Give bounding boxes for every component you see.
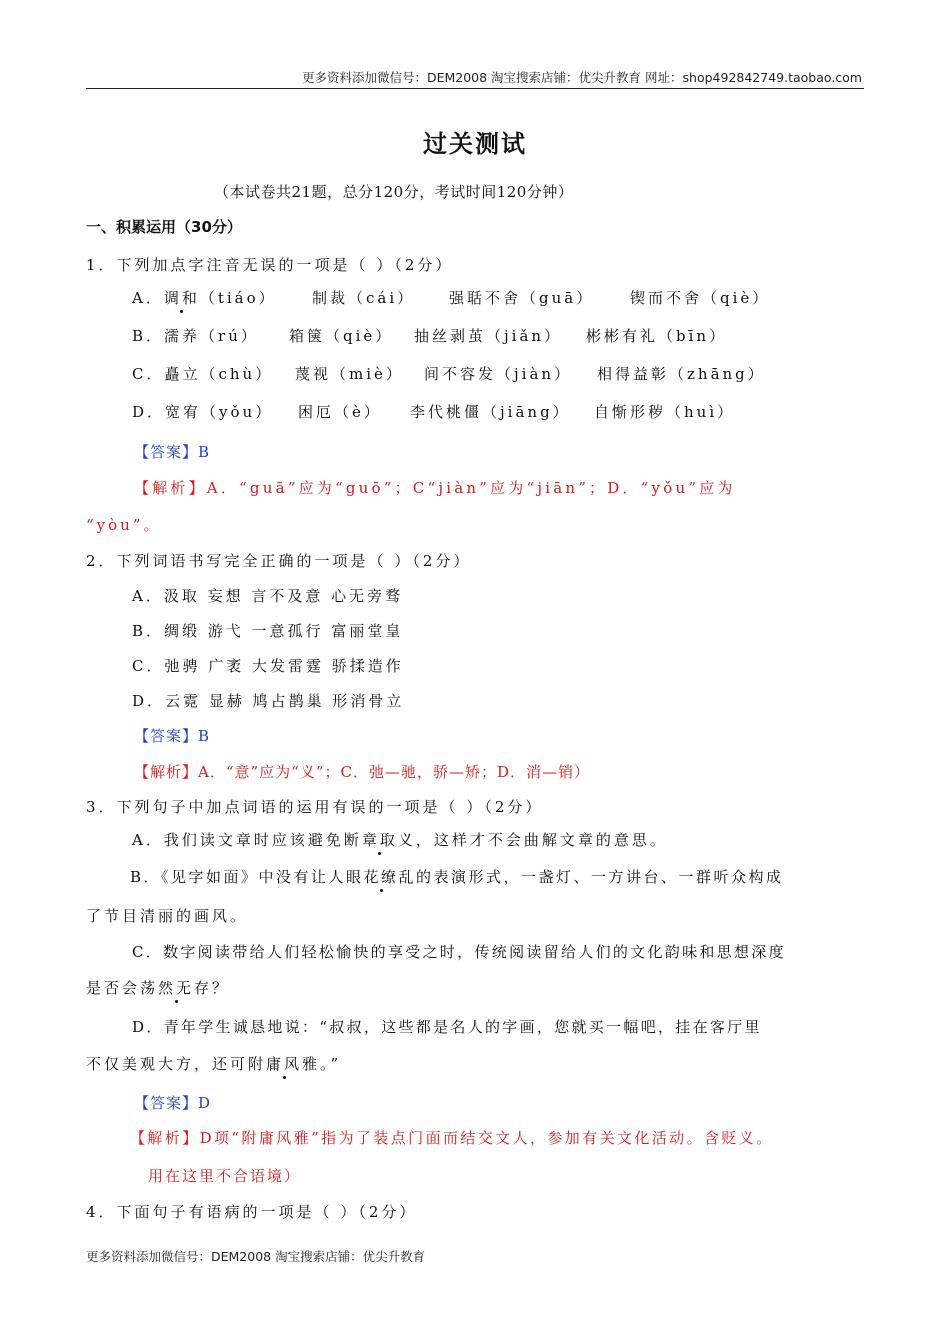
dotted-word: 附庸风雅 <box>248 1055 321 1073</box>
question-1-option-a-3 <box>449 287 594 308</box>
question-1-explanation: 【解析】A．“guā”应为“guō”；C“jiàn”应为“jiān”；D．“yǒu”应为 <box>134 479 736 497</box>
question-1-option-b-4 <box>586 325 727 346</box>
question-3-option-b-cont: 了节目清丽的画风。 <box>86 907 249 925</box>
pinyin: （tiáo） <box>199 289 277 307</box>
question-2-option-d: D．云霓 显赫 鸠占鹊巢 形消骨立 <box>132 692 405 710</box>
pinyin: （huì） <box>666 403 736 421</box>
dotted-phrase <box>344 831 416 849</box>
page-title: 过关测试 <box>423 129 527 158</box>
pinyin: （bīn） <box>658 327 728 345</box>
question-1-option-a <box>132 287 277 308</box>
question-1-option-c <box>132 363 273 384</box>
word: 彬彬有礼 <box>586 327 659 345</box>
question-3-option-b <box>130 866 784 887</box>
question-1-option-c-3 <box>424 363 572 384</box>
question-3-option-c-cont <box>86 977 230 998</box>
question-3-option-a <box>132 829 668 850</box>
question-1-stem: 1．下列加点字注音无误的一项是（ ）（2分） <box>86 256 454 274</box>
question-3-answer: 【答案】D <box>134 1094 212 1112</box>
text: B．《见字如面》中没有让人 <box>130 868 347 886</box>
question-1-option-c-4 <box>597 363 766 384</box>
question-1-option-b-2 <box>289 325 393 346</box>
question-1-option-a-4 <box>630 287 770 308</box>
question-2-explanation: 【解析】A．“意”应为“义”；C．弛—驰，骄—矫；D．消—销） <box>134 763 591 781</box>
question-3-explanation-cont: 用在这里不合语境） <box>148 1167 302 1185</box>
dotted-word: 调和 <box>163 289 200 307</box>
pinyin: （yǒu） <box>201 403 274 421</box>
word: 宽宥 <box>165 403 202 421</box>
pinyin: （zhāng） <box>669 365 766 383</box>
question-2-option-b: B．绸缎 游弋 一意孤行 富丽堂皇 <box>132 622 404 640</box>
question-1-option-b <box>132 325 259 346</box>
text: 的表演形式，一盏灯、一方讲台、一群听众构成 <box>416 868 784 886</box>
word: 李代桃僵 <box>410 403 483 421</box>
word: 锲而不舍 <box>630 289 703 307</box>
question-3-option-c: C．数字阅读带给人们轻松愉快的享受之时，传统阅读留给人们的文化韵味和思想深度 <box>132 943 786 961</box>
text: ？ <box>212 979 231 997</box>
question-1-option-d-2 <box>298 401 382 422</box>
option-label: A． <box>132 289 164 307</box>
word: 自惭形秽 <box>594 403 667 421</box>
option-label: B． <box>132 327 165 345</box>
pinyin: （è） <box>334 403 382 421</box>
question-1-option-d-3 <box>410 401 571 422</box>
pinyin: （jiǎn） <box>486 327 563 345</box>
question-1-option-c-2 <box>295 363 404 384</box>
text: A．我们读文章时应该避免 <box>132 831 344 849</box>
section-title: 一、积累运用（30分） <box>86 218 242 236</box>
pinyin: （guā） <box>521 289 595 307</box>
question-2-answer: 【答案】B <box>134 727 211 745</box>
word: 困厄 <box>298 403 335 421</box>
question-3-option-d: D．青年学生诚恳地说：“叔叔，这些都是名人的字画，您就买一幅吧，挂在客厅里 <box>132 1018 762 1036</box>
text: ，这样才不会曲解文章的意思。 <box>415 831 668 849</box>
word: 濡养 <box>164 327 201 345</box>
text: 。” <box>320 1055 342 1073</box>
question-1-answer: 【答案】B <box>134 443 211 461</box>
pinyin: （qiè） <box>325 327 394 345</box>
page-header: 更多资料添加微信号：DEM2008 淘宝搜索店铺：优尖升教育 网址：shop492842749.taobao.com <box>301 70 862 85</box>
question-3-explanation: 【解析】D项“附庸风雅”指为了装点门面而结交文人，参加有关文化活动。含贬义。 <box>130 1129 774 1147</box>
pinyin: （chù） <box>200 365 274 383</box>
word: 强聒不舍 <box>449 289 522 307</box>
question-4-stem: 4．下面句子有语病的一项是（ ）（2分） <box>86 1203 418 1221</box>
exam-info: （本试卷共21题，总分120分，考试时间120分钟） <box>214 183 574 201</box>
text: 不仅美观大方，还可 <box>86 1055 249 1073</box>
question-1-option-d <box>132 401 273 422</box>
question-3-stem: 3．下列句子中加点词语的运用有误的一项是（ ）（2分） <box>86 798 544 816</box>
word: 箱箧 <box>289 327 326 345</box>
question-1-option-d-4 <box>594 401 735 422</box>
question-2-option-a: A．汲取 妄想 言不及意 心无旁骛 <box>132 587 404 605</box>
question-3-option-d-cont <box>86 1053 341 1074</box>
pinyin: （rú） <box>200 327 259 345</box>
option-label: C． <box>132 365 165 383</box>
question-1-option-a-2 <box>312 287 415 308</box>
question-1-explanation-cont: “yòu”。 <box>86 516 162 534</box>
dotted-word: 眼花缭乱 <box>346 868 417 886</box>
word: 制裁 <box>312 289 349 307</box>
option-label: D． <box>132 403 166 421</box>
word: 抽丝剥茧 <box>414 327 487 345</box>
question-2-stem: 2．下列词语书写完全正确的一项是（ ）（2分） <box>86 552 472 570</box>
word: 矗立 <box>164 365 201 383</box>
pinyin: （jiāng） <box>482 403 571 421</box>
header-divider <box>86 88 864 89</box>
pinyin: （qiè） <box>702 289 771 307</box>
question-2-option-c: C．弛骋 广袤 大发雷霆 骄揉造作 <box>132 657 404 675</box>
dotted-word: 断章取义 <box>343 831 416 849</box>
word: 间不容发 <box>424 365 497 383</box>
pinyin: （jiàn） <box>496 365 573 383</box>
dotted-word: 荡然无存 <box>140 979 213 997</box>
word: 相得益彰 <box>597 365 670 383</box>
text: 是否会 <box>86 979 141 997</box>
question-1-option-b-3 <box>414 325 562 346</box>
word: 蔑视 <box>295 365 332 383</box>
pinyin: （miè） <box>331 365 404 383</box>
page-footer: 更多资料添加微信号：DEM2008 淘宝搜索店铺：优尖升教育 <box>86 1249 426 1264</box>
pinyin: （cái） <box>348 289 416 307</box>
